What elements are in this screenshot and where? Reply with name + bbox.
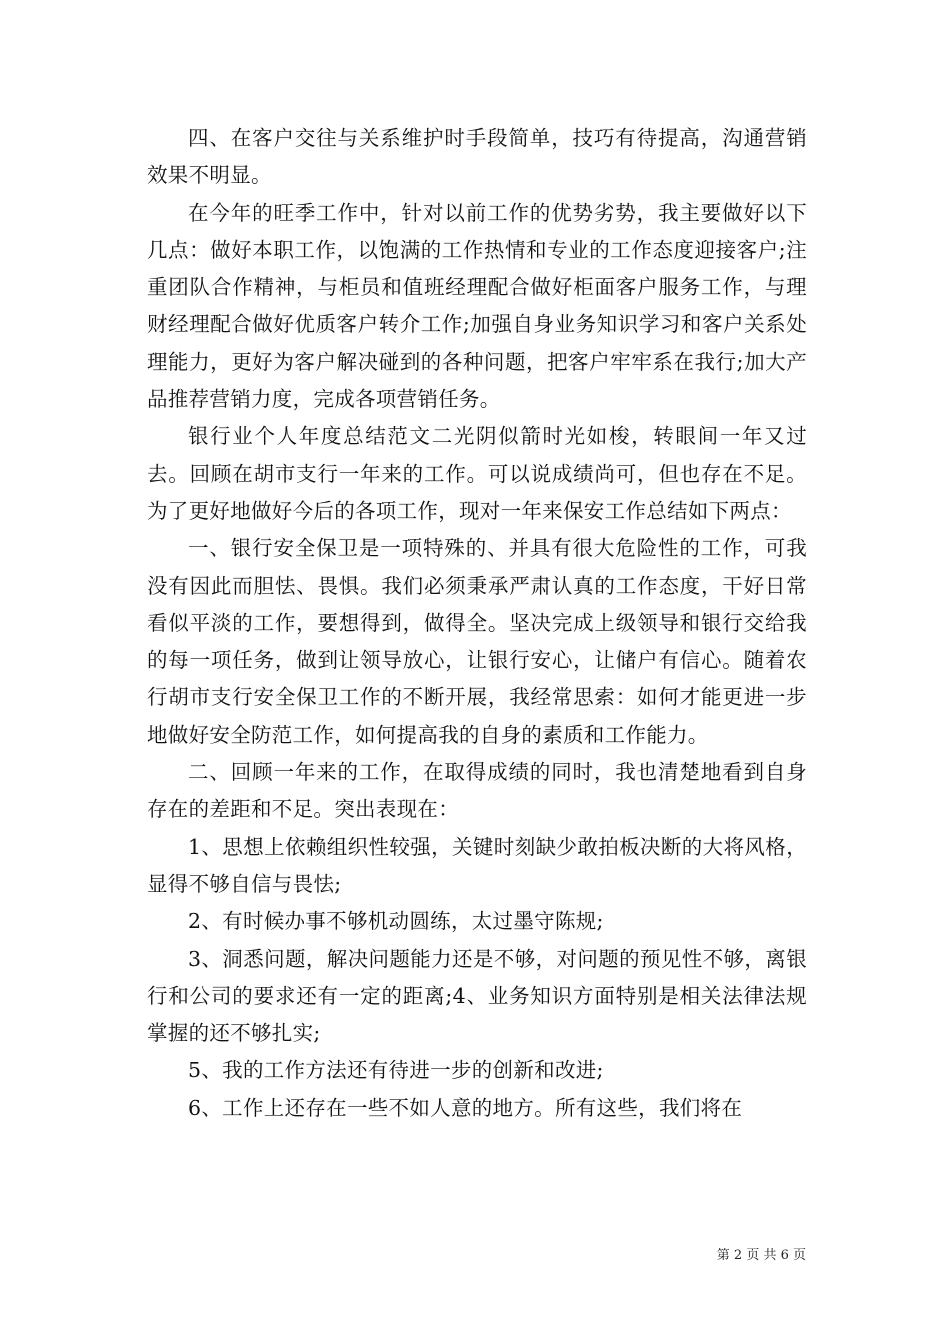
paragraph-1: 四、在客户交往与关系维护时手段简单，技巧有待提高，沟通营销效果不明显。: [147, 126, 807, 188]
paragraph-2: 在今年的旺季工作中，针对以前工作的优势劣势，我主要做好以下几点：做好本职工作，以饱满的工作热情和专业的工作态度迎接客户;注重团队合作精神，与柜员和值班经理配合做好柜面客户服务工作，与理财经理配合做好优质客户转介工作;加强自身业务知识学习和客户关系处理能力，更好为客户解决碰到的各种问题，把客户牢牢系在我行;加大产品推荐营销力度，完成各项营销任务。: [147, 200, 807, 412]
paragraph-3: 银行业个人年度总结范文二光阴似箭时光如梭，转眼间一年又过去。回顾在胡市支行一年来的工作。可以说成绩尚可，但也存在不足。为了更好地做好今后的各项工作，现对一年来保安工作总结如下两点：: [147, 424, 807, 523]
paragraph-8: 3、洞悉问题，解决问题能力还是不够，对问题的预见性不够，离银行和公司的要求还有一定的距离;4、业务知识方面特别是相关法律法规掌握的还不够扎实;: [147, 946, 807, 1046]
paragraph-7: 2、有时候办事不够机动圆练，太过墨守陈规;: [188, 909, 604, 934]
paragraph-5: 二、回顾一年来的工作，在取得成绩的同时，我也清楚地看到自身存在的差距和不足。突出表现在：: [147, 760, 807, 822]
paragraph-10: 6、工作上还存在一些不如人意的地方。所有这些，我们将在: [188, 1095, 743, 1120]
document-body: [147, 120, 807, 1127]
paragraph-6: 1、思想上依赖组织性较强，关键时刻缺少敢拍板决断的大将风格，显得不够自信与畏怯;: [147, 834, 807, 896]
paragraph-4: 一、银行安全保卫是一项特殊的、并具有很大危险性的工作，可我没有因此而胆怯、畏惧。我们必须秉承严肃认真的工作态度，干好日常看似平淡的工作，要想得到，做得全。坚决完成上级领导和银行交给我的每一项任务，做到让领导放心，让银行安心，让储户有信心。随着农行胡市支行安全保卫工作的不断开展，我经常思索：如何才能更进一步地做好安全防范工作，如何提高我的自身的素质和工作能力。: [147, 536, 807, 747]
page-number-footer: 第 2 页 共 6 页: [716, 1248, 806, 1263]
paragraph-9: 5、我的工作方法还有待进一步的创新和改进;: [188, 1058, 604, 1083]
